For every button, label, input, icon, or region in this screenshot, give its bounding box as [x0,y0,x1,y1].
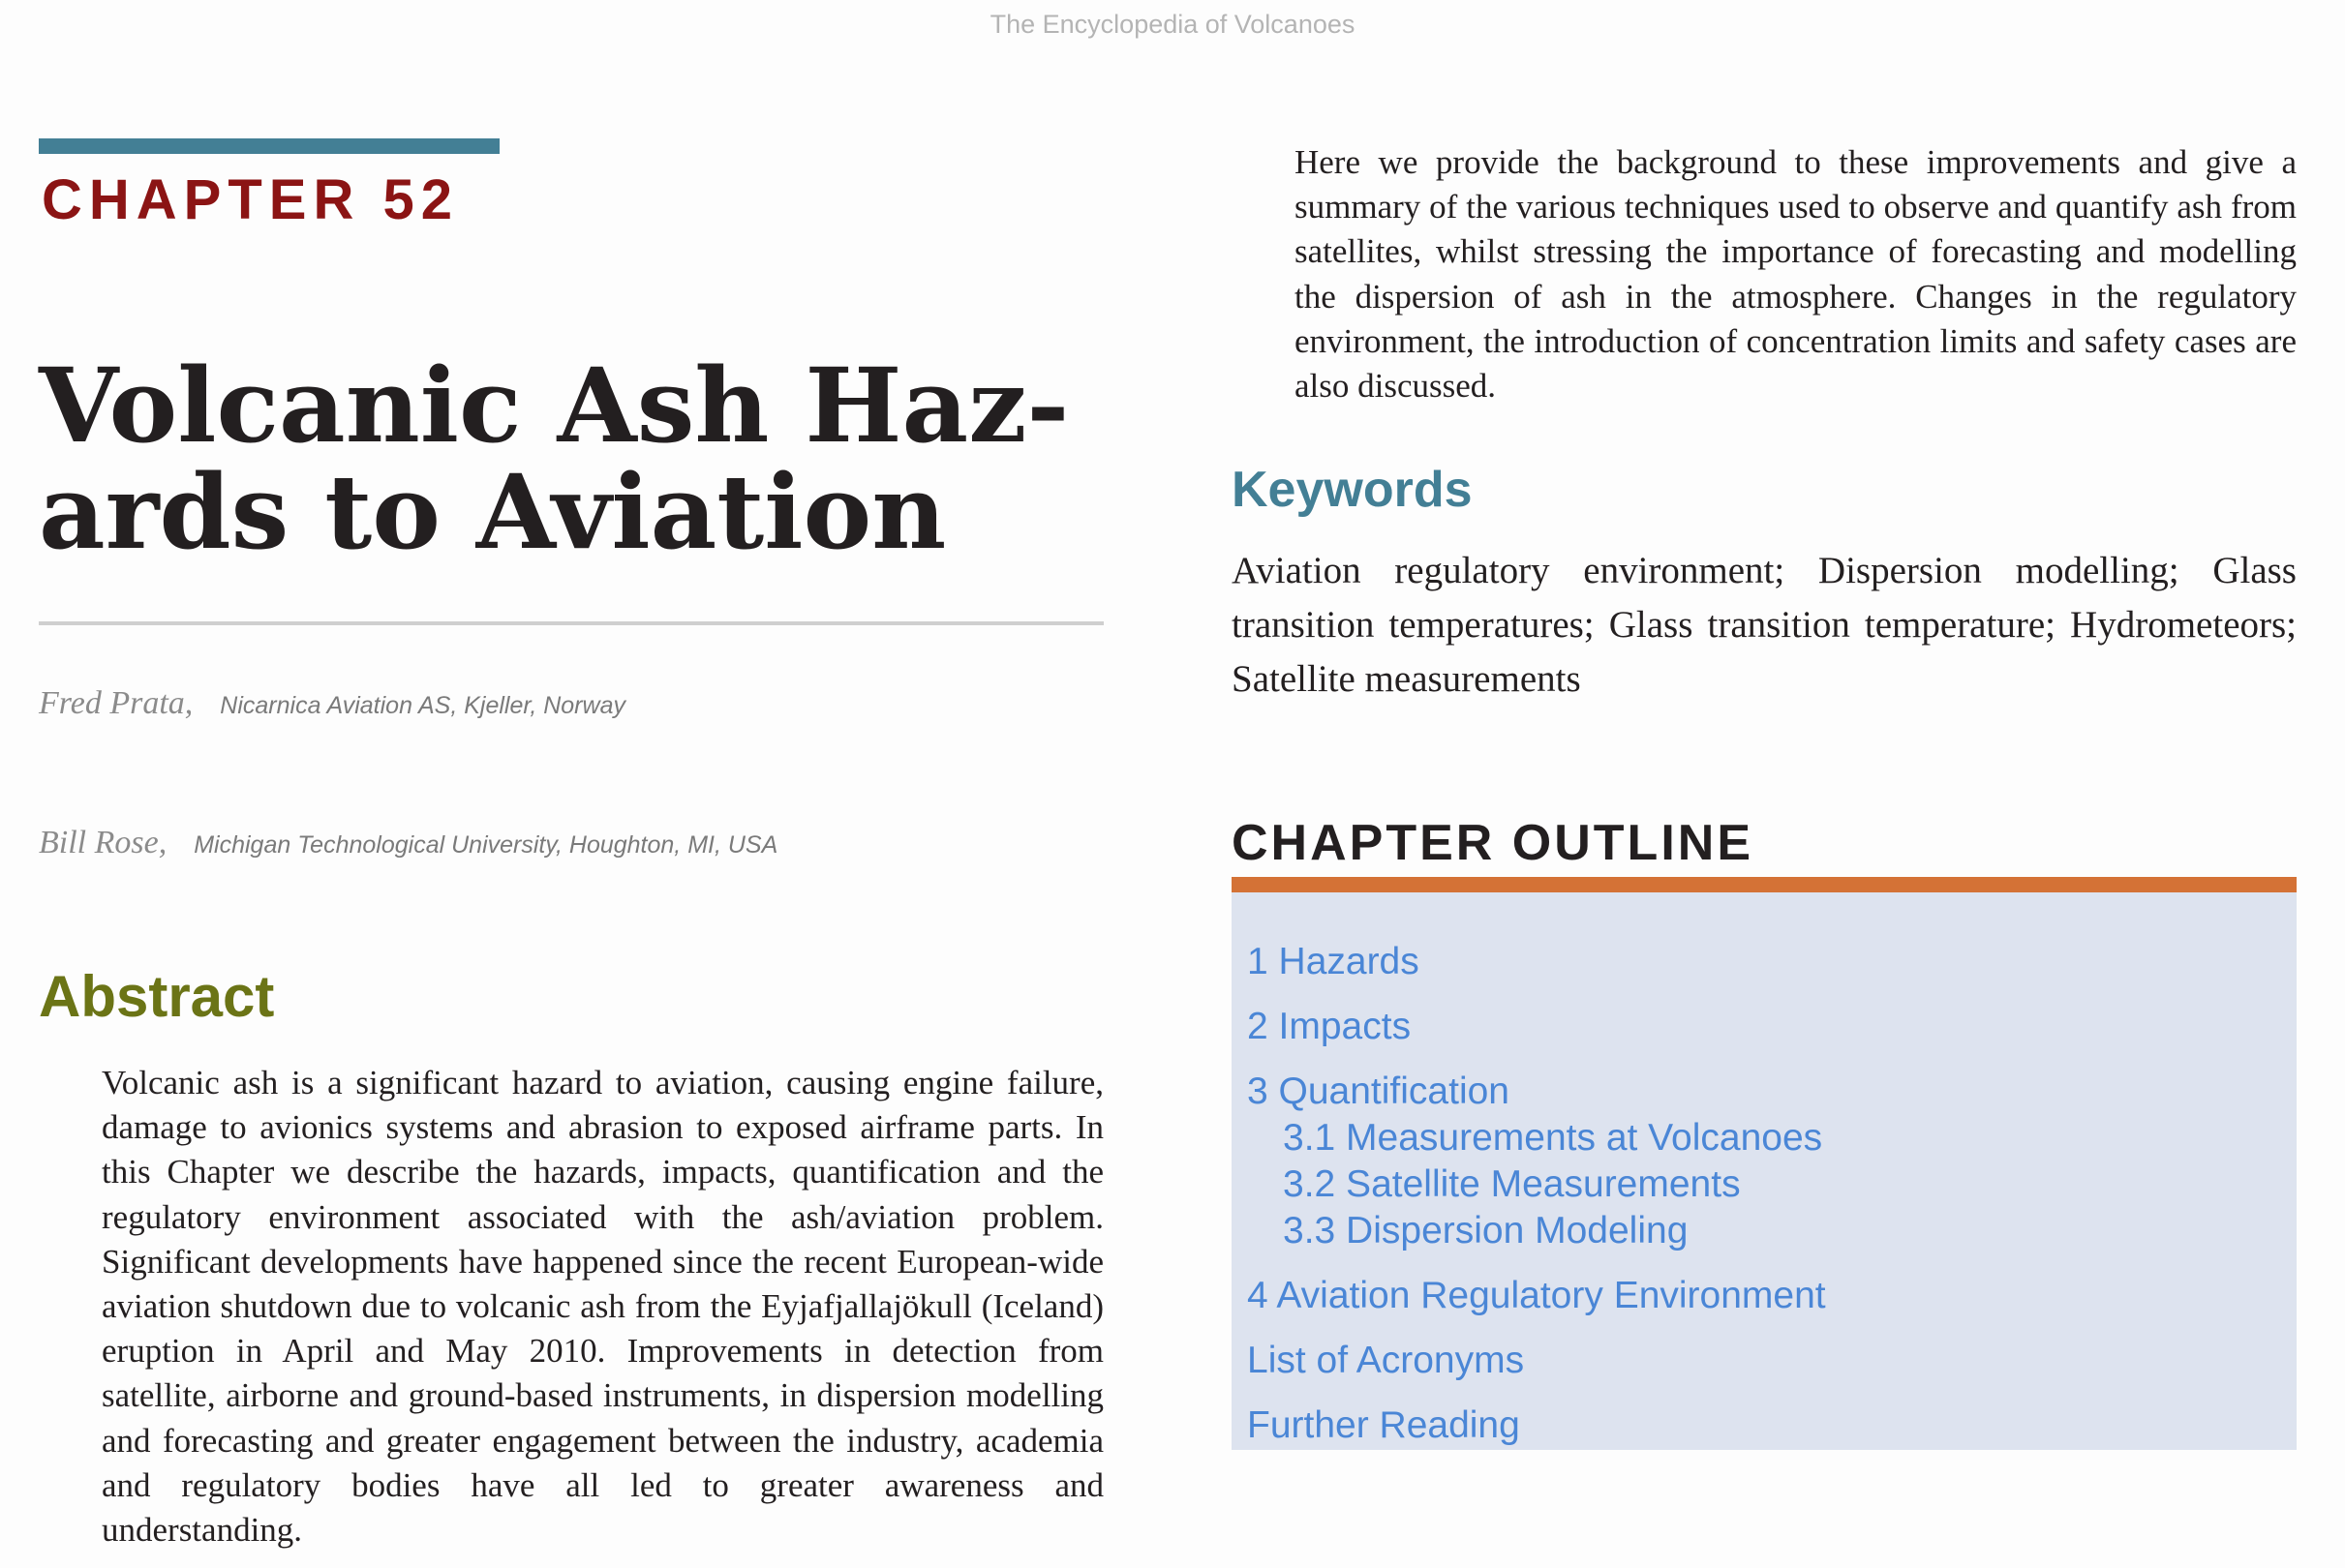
author-affiliation: Nicarnica Aviation AS, Kjeller, Norway [220,692,625,719]
outline-link-quantification[interactable]: 3 Quantification [1247,1070,1510,1112]
outline-link-further-reading[interactable]: Further Reading [1247,1404,1520,1446]
outline-link-measurements-at-volcanoes[interactable]: 3.1 Measurements at Volcanoes [1283,1117,1823,1159]
author-affiliation: Michigan Technological University, Houghton, MI, USA [194,831,778,859]
right-column [1232,0,2297,1568]
outline-link-satellite-measurements[interactable]: 3.2 Satellite Measurements [1283,1163,1741,1205]
chapter-accent-bar [39,138,500,154]
chapter-label: CHAPTER 52 [42,168,459,231]
author-block [39,687,625,720]
outline-link-aviation-regulatory-environment[interactable]: 4 Aviation Regulatory Environment [1247,1275,1826,1316]
outline-link-dispersion-modeling[interactable]: 3.3 Dispersion Modeling [1283,1210,1689,1251]
author-name: Fred Prata, [39,685,194,721]
chapter-outline-box [1232,877,2297,1450]
author-block [39,827,777,859]
abstract-text: Volcanic ash is a significant hazard to aviation, causing engine failure, damage to avionics systems and abrasion to exposed airframe parts. In this Chapter we describe the hazards, impacts, quantification and the regulatory environment associated with the ash/aviation problem. Significant developments have happened since the recent European-wide aviation shutdown due to volcanic ash from the Eyjafjallajökull (Iceland) eruption in April and May 2010. Improvements in detection from satellite, airborne and ground-based instruments, in dispersion modelling and forecasting and greater engagement between the industry, academia and regulatory bodies have all led to greater awareness and understanding. [102,1064,1104,1550]
left-column [39,0,1104,1568]
outline-link-hazards[interactable]: 1 Hazards [1247,941,1419,982]
running-head: The Encyclopedia of Volcanoes [990,10,1355,39]
abstract-heading: Abstract [39,964,275,1029]
chapter-title-line-1: Volcanic Ash Haz- [39,345,1070,466]
title-divider [39,621,1104,625]
abstract-text-continued: Here we provide the background to these improvements and give a summary of the various techniques used to observe and quantify ash from satellites, whilst stressing the importance of forecasting and modelling the dispersion of ash in the atmosphere. Changes in the regulatory environment, the introduction of concentration limits and safety cases are also discussed. [1294,143,2297,406]
chapter-title [39,345,1104,572]
outline-link-list-of-acronyms[interactable]: List of Acronyms [1247,1340,1525,1381]
outline-link-impacts[interactable]: 2 Impacts [1247,1006,1412,1047]
author-name: Bill Rose, [39,825,168,860]
chapter-outline-heading: CHAPTER OUTLINE [1232,815,1753,871]
keywords-heading: Keywords [1232,462,1473,518]
chapter-title-line-2: ards to Aviation [39,451,947,572]
keywords-text: Aviation regulatory environment; Dispersion modelling; Glass transition temperatures; Glass transition temperature; Hydrometeors; Satellite measurements [1232,550,2297,700]
